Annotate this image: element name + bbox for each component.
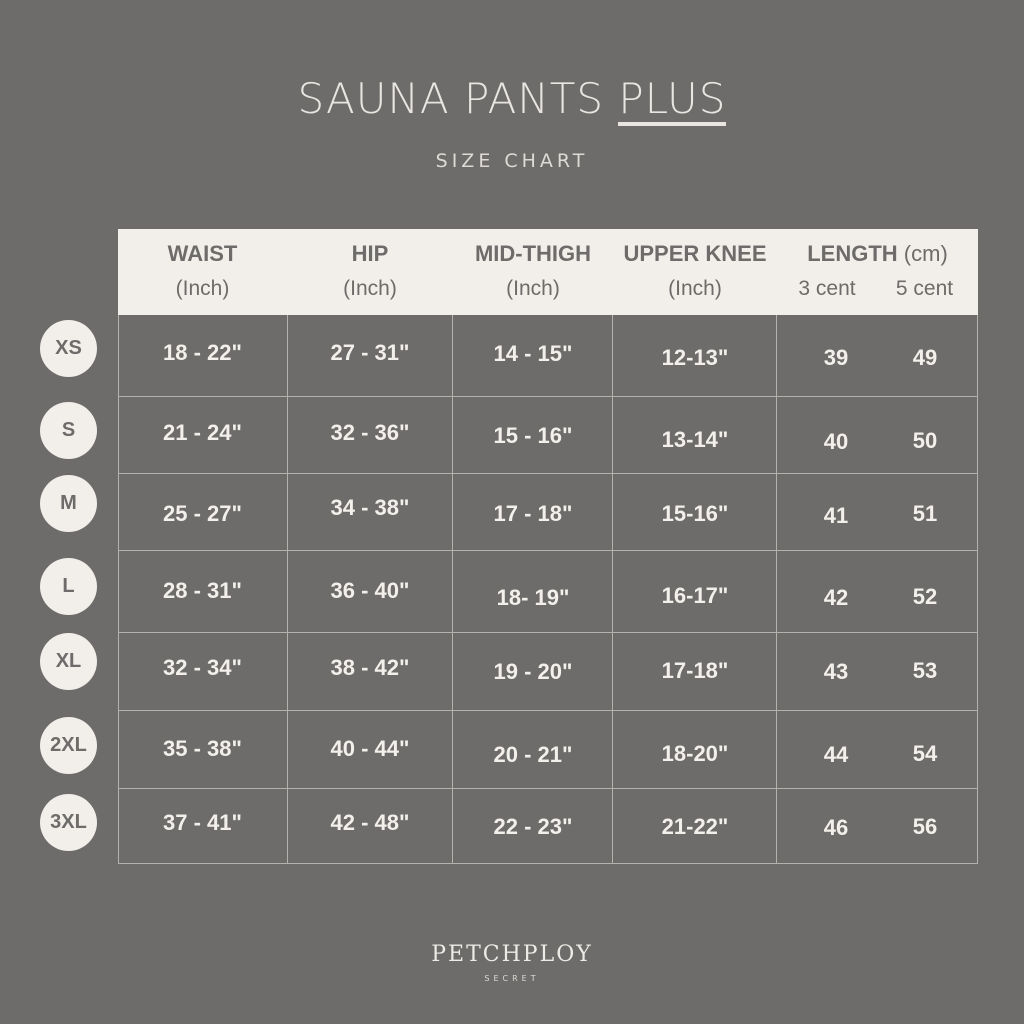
size-badge-xl: XL bbox=[40, 633, 97, 690]
cell-hip: 38 - 42" bbox=[330, 655, 410, 680]
cell-length-3-cent: 46 bbox=[823, 815, 849, 840]
cell-hip: 36 - 40" bbox=[330, 578, 410, 603]
page-title bbox=[0, 74, 1024, 126]
cell-waist: 32 - 34" bbox=[163, 655, 242, 680]
size-badge-l: L bbox=[40, 558, 97, 615]
column-unit: (Inch) bbox=[506, 277, 560, 300]
cell-hip: 42 - 48" bbox=[330, 810, 410, 835]
cell-hip: 27 - 31" bbox=[330, 340, 410, 365]
column-unit: (Inch) bbox=[668, 277, 722, 300]
brand-tagline: SECRET bbox=[484, 974, 540, 983]
grid-line bbox=[118, 863, 978, 864]
column-label-unit: (cm) bbox=[903, 241, 948, 266]
cell-upper-knee: 15-16" bbox=[661, 501, 729, 526]
grid-line bbox=[118, 473, 978, 474]
cell-hip: 34 - 38" bbox=[330, 495, 410, 520]
cell-waist: 35 - 38" bbox=[163, 736, 242, 761]
cell-mid-thigh: 19 - 20" bbox=[493, 659, 573, 684]
cell-upper-knee: 21-22" bbox=[661, 814, 729, 839]
column-label: HIP bbox=[351, 241, 389, 266]
cell-mid-thigh: 20 - 21" bbox=[493, 742, 573, 767]
cell-length-3-cent: 42 bbox=[823, 585, 849, 610]
cell-waist: 21 - 24" bbox=[163, 420, 242, 445]
size-badge-3xl: 3XL bbox=[40, 794, 97, 851]
size-badge-xs: XS bbox=[40, 320, 97, 377]
size-badge-m: M bbox=[40, 475, 97, 532]
cell-length-5-cent: 53 bbox=[912, 658, 938, 683]
column-header-waist bbox=[118, 229, 287, 315]
brand-logo: PETCHPLOY bbox=[431, 942, 593, 967]
cell-waist: 25 - 27" bbox=[163, 501, 242, 526]
cell-hip: 32 - 36" bbox=[330, 420, 410, 445]
column-label-text: LENGTH bbox=[807, 241, 898, 266]
cell-length-5-cent: 50 bbox=[912, 428, 938, 453]
cell-mid-thigh: 15 - 16" bbox=[493, 423, 573, 448]
cell-length-5-cent: 56 bbox=[912, 814, 938, 839]
cell-waist: 18 - 22" bbox=[163, 340, 242, 365]
cell-mid-thigh: 17 - 18" bbox=[493, 501, 573, 526]
cell-length-5-cent: 49 bbox=[912, 345, 938, 370]
cell-mid-thigh: 14 - 15" bbox=[493, 341, 573, 366]
cell-length-5-cent: 51 bbox=[912, 501, 938, 526]
column-header-length bbox=[777, 229, 978, 315]
grid-line bbox=[118, 788, 978, 789]
column-label bbox=[777, 241, 978, 267]
cell-length-3-cent: 40 bbox=[823, 429, 849, 454]
subheader-3-cent: 3 cent bbox=[798, 277, 856, 300]
cell-mid-thigh: 22 - 23" bbox=[493, 814, 573, 839]
column-header-upper-knee bbox=[613, 229, 777, 315]
size-badge-2xl: 2XL bbox=[40, 717, 97, 774]
grid-line bbox=[118, 710, 978, 711]
column-unit: (Inch) bbox=[175, 277, 230, 300]
cell-upper-knee: 13-14" bbox=[661, 427, 729, 452]
cell-waist: 37 - 41" bbox=[163, 810, 242, 835]
title-main: SAUNA PANTS bbox=[297, 74, 605, 123]
cell-upper-knee: 18-20" bbox=[661, 741, 729, 766]
cell-length-3-cent: 44 bbox=[823, 742, 849, 767]
cell-length-5-cent: 54 bbox=[912, 741, 938, 766]
grid-line bbox=[118, 396, 978, 397]
column-unit: (Inch) bbox=[343, 277, 397, 300]
cell-upper-knee: 17-18" bbox=[661, 658, 729, 683]
subheader-5-cent: 5 cent bbox=[895, 277, 954, 300]
cell-hip: 40 - 44" bbox=[330, 736, 410, 761]
cell-length-5-cent: 52 bbox=[912, 584, 938, 609]
cell-mid-thigh: 18- 19" bbox=[496, 585, 570, 610]
page-subtitle: SIZE CHART bbox=[435, 150, 589, 172]
table-header bbox=[118, 229, 978, 315]
grid-line bbox=[977, 315, 978, 864]
title-accent: PLUS bbox=[618, 77, 726, 126]
cell-upper-knee: 12-13" bbox=[661, 345, 729, 370]
grid-line bbox=[118, 632, 978, 633]
cell-upper-knee: 16-17" bbox=[661, 583, 729, 608]
column-label: UPPER KNEE bbox=[623, 241, 767, 266]
column-label: MID-THIGH bbox=[474, 241, 592, 266]
grid-line bbox=[118, 550, 978, 551]
size-badge-s: S bbox=[40, 402, 97, 459]
cell-length-3-cent: 43 bbox=[823, 659, 849, 684]
cell-length-3-cent: 41 bbox=[823, 503, 849, 528]
column-header-hip bbox=[287, 229, 453, 315]
column-header-mid-thigh bbox=[453, 229, 613, 315]
cell-length-3-cent: 39 bbox=[823, 345, 849, 370]
column-label: WAIST bbox=[167, 241, 238, 266]
cell-waist: 28 - 31" bbox=[163, 578, 242, 603]
